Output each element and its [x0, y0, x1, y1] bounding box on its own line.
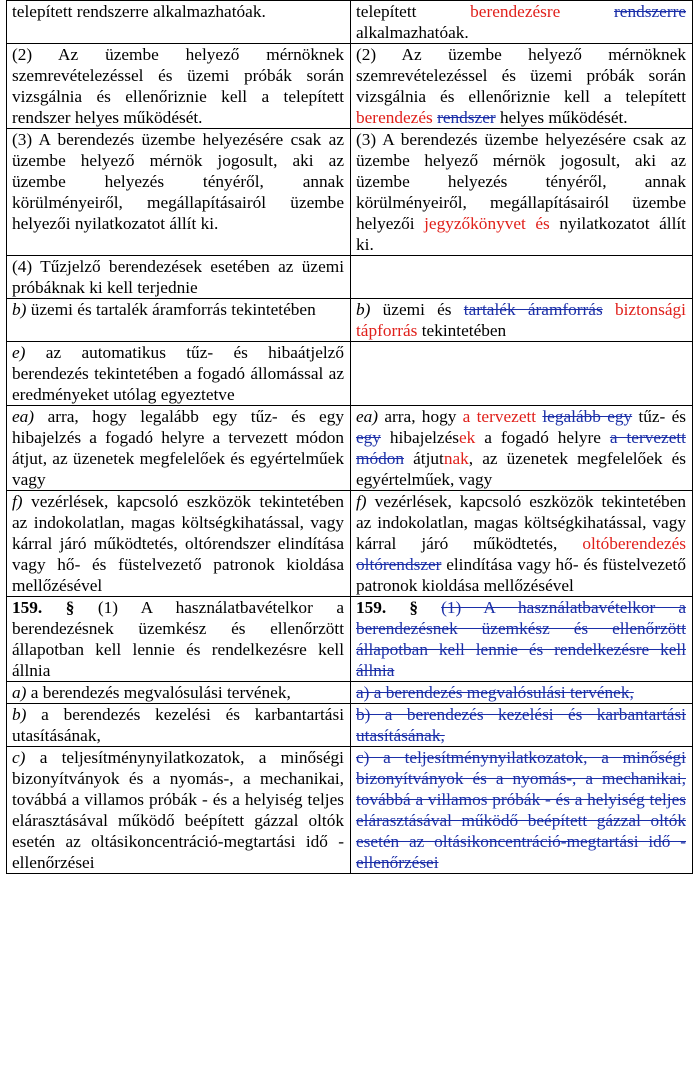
amended-text-cell — [351, 1, 693, 44]
text-segment: b) — [12, 300, 27, 319]
amended-text-cell — [351, 299, 693, 342]
text-segment: (2) Az üzembe helyező mérnöknek szemrevételezéssel és üzemi próbák során vizsgálnia és ellenőriznie kell a telepített — [356, 45, 686, 106]
original-text-cell — [7, 1, 351, 44]
deleted-text: oltórendszer — [356, 555, 442, 574]
text-segment: vezérlések, kapcsoló eszközök tekintetében az indokolatlan, magas költségkihatással, vagy kárral járó működtetés, — [356, 492, 686, 553]
text-segment: (1) A használatbavételkor a berendezésnek üzemkész és ellenőrzött állapotban kell lennie és rendelkezésre kell állnia — [12, 598, 344, 680]
text-segment: a teljesítménynyilatkozatok, a minőségi bizonyítványok és a nyomás-, a mechanikai, továbbá a villamos próbák - és a helyiség teljes elárasztásával működő beépített gázzal oltók esetén az oltásikoncentráció-megtartási idő - ellenőrzései — [12, 748, 344, 872]
amended-text-cell — [351, 682, 693, 704]
inserted-text: oltóberendezés — [582, 534, 686, 553]
table-row — [7, 597, 693, 682]
text-segment: f) — [356, 492, 367, 511]
text-segment: a fogadó helyre — [475, 428, 610, 447]
text-segment: vezérlések, kapcsoló eszközök tekintetében az indokolatlan, magas költségkihatással, vagy kárral járó működtetés, oltórendszer elindítása vagy hő- és füstelvezető patronok kioldása mellőzésével — [12, 492, 344, 595]
original-text-cell — [7, 406, 351, 491]
inserted-text: ek — [458, 428, 476, 447]
amended-text-cell — [351, 44, 693, 129]
text-segment: átjut — [404, 449, 444, 468]
text-segment: ea) — [12, 407, 35, 426]
deleted-text: tartalék áramforrás — [463, 300, 603, 319]
text-segment: 159. § — [356, 598, 418, 617]
original-text-cell — [7, 299, 351, 342]
text-segment: c) — [12, 748, 26, 767]
table-row — [7, 682, 693, 704]
deleted-text: a) a berendezés megvalósulási tervének, — [356, 683, 634, 702]
text-segment: (3) A berendezés üzembe helyezésére csak az üzembe helyező mérnök jogosult, aki az üzembe helyezés tényéről, annak körülményeiről, megállapításairól üzembe helyezői — [356, 130, 686, 233]
table-row — [7, 342, 693, 406]
inserted-text: jegyzőkönyvet és — [424, 214, 550, 233]
amended-text-cell — [351, 256, 693, 299]
inserted-text: berendezés — [356, 108, 433, 127]
text-segment: hibajelzés — [380, 428, 459, 447]
table-row — [7, 129, 693, 256]
text-segment: b) — [356, 300, 371, 319]
text-segment — [560, 2, 614, 21]
comparison-table — [6, 0, 693, 874]
amended-text-cell — [351, 342, 693, 406]
text-segment: e) — [12, 343, 26, 362]
amended-text-cell — [351, 597, 693, 682]
original-text-cell — [7, 256, 351, 299]
text-segment: üzemi és — [370, 300, 464, 319]
original-text-cell — [7, 342, 351, 406]
text-segment — [603, 300, 615, 319]
amended-text-cell — [351, 129, 693, 256]
table-row — [7, 299, 693, 342]
text-segment: helyes működését. — [495, 108, 628, 127]
text-segment: telepített rendszerre alkalmazhatóak. — [12, 2, 266, 21]
deleted-text: c) a teljesítménynyilatkozatok, a minőségi bizonyítványok és a nyomás-, a mechanikai, továbbá a villamos próbák - és a helyiség teljes elárasztásával működő beépített gázzal oltók esetén az oltásikoncentráció-megtartási idő - ellenőrzései — [356, 748, 686, 872]
text-segment: a berendezés kezelési és karbantartási utasításának, — [12, 705, 344, 745]
inserted-text: biztonsági tápforrás — [356, 300, 686, 340]
original-text-cell — [7, 44, 351, 129]
original-text-cell — [7, 747, 351, 874]
deleted-text: b) a berendezés kezelési és karbantartási utasításának, — [356, 705, 686, 745]
table-row — [7, 406, 693, 491]
text-segment: ea) — [356, 407, 379, 426]
text-segment: tűz- és — [632, 407, 686, 426]
original-text-cell — [7, 597, 351, 682]
original-text-cell — [7, 682, 351, 704]
text-segment — [418, 598, 441, 617]
comparison-table-body — [7, 1, 693, 874]
text-segment: b) — [12, 705, 27, 724]
text-segment: (3) A berendezés üzembe helyezésére csak az üzembe helyező mérnök jogosult, aki az üzembe helyezés tényéről, annak körülményeiről, megállapításairól üzembe helyezői nyilatkozatot állít ki. — [12, 130, 344, 233]
text-segment: arra, hogy legalább egy tűz- és egy hibajelzés a fogadó helyre a tervezett módon átjut, az üzenetek megfelelőek és egyértelműek vagy — [12, 407, 344, 489]
text-segment: elindítása vagy hő- és füstelvezető patronok kioldása mellőzésével — [356, 555, 686, 595]
inserted-text: berendezésre — [470, 2, 561, 21]
text-segment: , az üzenetek megfelelőek és egyértelműek, vagy — [356, 449, 686, 489]
text-segment: alkalmazhatóak. — [356, 23, 469, 42]
text-segment: (2) Az üzembe helyező mérnöknek szemrevételezéssel és üzemi próbák során vizsgálnia és ellenőriznie kell a telepített rendszer helyes működését. — [12, 45, 344, 127]
original-text-cell — [7, 491, 351, 597]
table-row — [7, 1, 693, 44]
text-segment: arra, hogy — [378, 407, 463, 426]
text-segment: nyilatkozatot állít ki. — [356, 214, 686, 254]
deleted-text: a tervezett módon — [356, 428, 686, 468]
inserted-text: a tervezett — [462, 407, 537, 426]
table-row — [7, 704, 693, 747]
table-row — [7, 747, 693, 874]
table-row — [7, 44, 693, 129]
text-segment: (4) Tűzjelző berendezések esetében az üzemi próbáknak ki kell terjednie — [12, 257, 344, 297]
amended-text-cell — [351, 747, 693, 874]
text-segment: 159. § — [12, 598, 75, 617]
deleted-text: rendszerre — [614, 2, 686, 21]
amended-text-cell — [351, 491, 693, 597]
amended-text-cell — [351, 704, 693, 747]
text-segment: telepített — [356, 2, 471, 21]
text-segment: üzemi és tartalék áramforrás tekintetében — [26, 300, 316, 319]
deleted-text: rendszer — [437, 108, 496, 127]
deleted-text: (1) A használatbavételkor a berendezésnek üzemkész és ellenőrzött állapotban kell lennie és rendelkezésre kell állnia — [356, 598, 687, 680]
amended-text-cell — [351, 406, 693, 491]
original-text-cell — [7, 129, 351, 256]
deleted-text: legalább egy — [542, 407, 633, 426]
table-row — [7, 256, 693, 299]
text-segment: a) — [12, 683, 27, 702]
original-text-cell — [7, 704, 351, 747]
text-segment: az automatikus tűz- és hibaátjelző berendezés tekintetében a fogadó állomással az eredményeket utólag egyeztetve — [12, 343, 344, 404]
text-segment: f) — [12, 492, 23, 511]
inserted-text: nak — [443, 449, 469, 468]
table-row — [7, 491, 693, 597]
text-segment: tekintetében — [417, 321, 507, 340]
text-segment: a berendezés megvalósulási tervének, — [26, 683, 291, 702]
deleted-text: egy — [356, 428, 381, 447]
